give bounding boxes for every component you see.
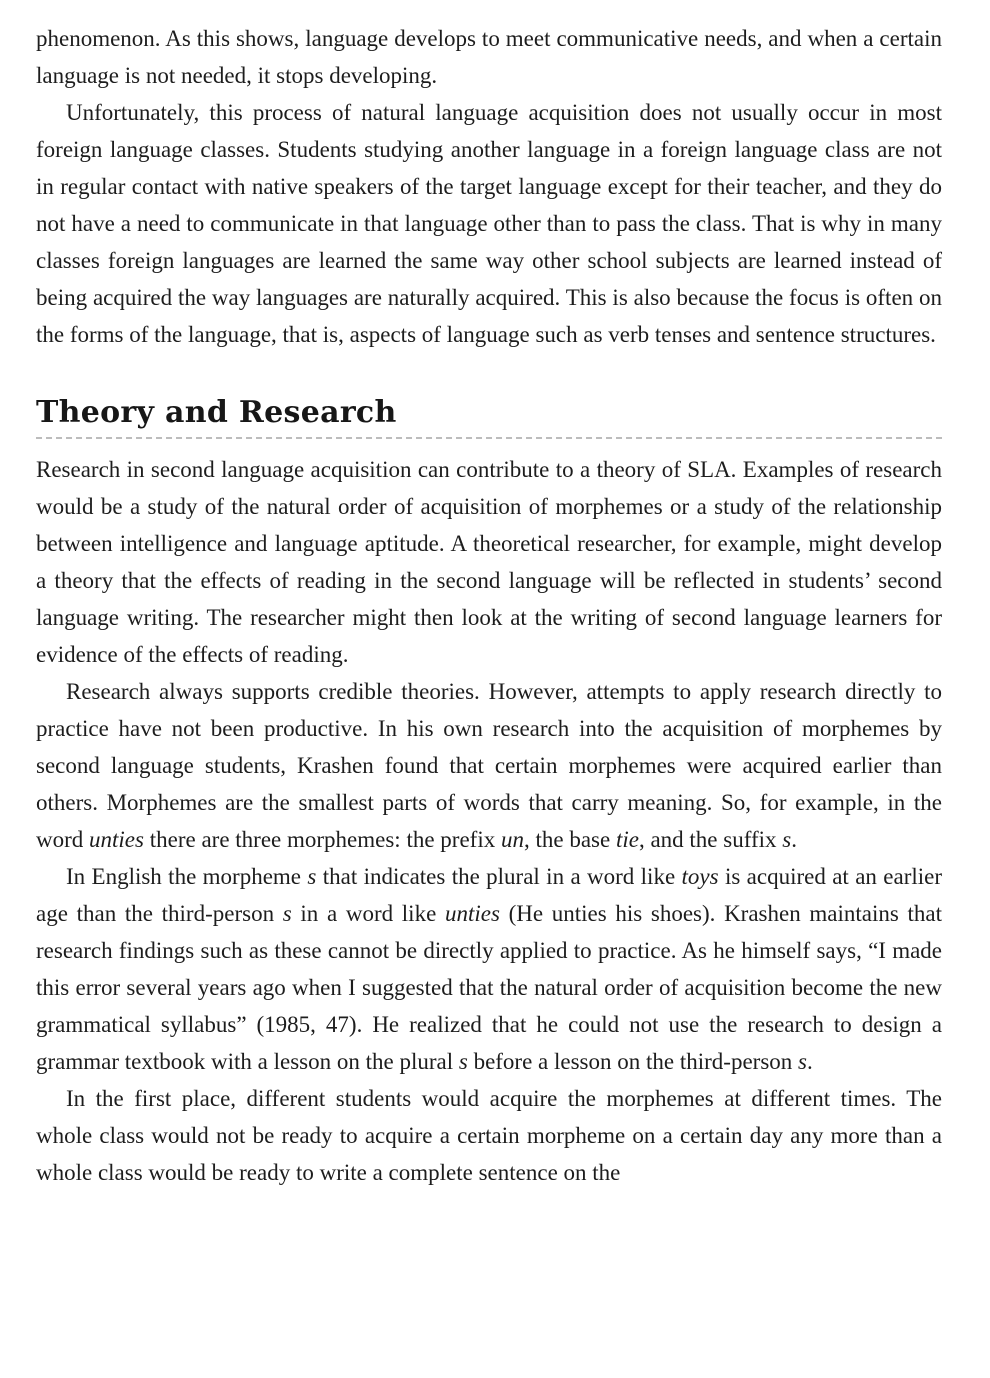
paragraph	[36, 94, 942, 353]
dashed-rule	[36, 437, 942, 439]
section-heading: Theory and Research	[36, 395, 397, 430]
text-run: that indicates the plural in a word like	[316, 864, 682, 889]
italic-text-run: toys	[681, 864, 719, 889]
paragraph	[36, 20, 942, 94]
paragraph	[36, 673, 942, 858]
paragraph	[36, 1080, 942, 1191]
italic-text-run: s	[798, 1049, 807, 1074]
paragraph	[36, 858, 942, 1080]
paragraph	[36, 451, 942, 673]
text-run: .	[806, 1049, 813, 1074]
italic-text-run: s	[282, 901, 292, 926]
text-run: Unfortunately, this process of natural language acquisition does not usually occur in most foreign language classes. Students studying another language in a foreign language class are not in regular contact with native speakers of the target language except for their teacher, and they do not have a need to communicate in that language other than to pass the class. That is why in many classes foreign languages are learned the same way other school subjects are learned instead of being acquired the way languages are naturally acquired. This is also because the focus is often on the forms of the language, that is, aspects of language such as verb tenses and sentence structures.	[36, 100, 942, 347]
italic-text-run: unties	[444, 901, 500, 926]
text-run: In the first place, different students would acquire the morphemes at different times. The whole class would not be ready to acquire a certain morpheme on a certain day any more than a whole class would be ready to write a complete sentence on the	[36, 1086, 942, 1185]
text-run: phenomenon. As this shows, language develops to meet communicative needs, and when a certain language is not needed, it stops developing.	[36, 26, 942, 88]
text-run: , and the suffix	[638, 827, 783, 852]
text-run: (He unties his shoes). Krashen maintains that research findings such as these cannot be directly applied to practice. As he himself says, “I made this error several years ago when I suggested that the natural order of acquisition become the new grammatical syllabus” (1985, 47). He realized that he could not use the research to design a grammar textbook with a lesson on the plural	[36, 901, 942, 1074]
text-run: before a lesson on the third-person	[467, 1049, 799, 1074]
text-run: , the base	[523, 827, 616, 852]
text-run: Research in second language acquisition can contribute to a theory of SLA. Examples of research would be a study of the natural order of acquisition of morphemes or a study of the relationship between intelligence and language aptitude. A theoretical researcher, for example, might develop a theory that the effects of reading in the second language will be reflected in students’ second language writing. The researcher might then look at the writing of second language learners for evidence of the effects of reading.	[36, 457, 942, 667]
italic-text-run: tie	[615, 827, 639, 852]
text-run: .	[791, 827, 797, 852]
text-run: In English the morpheme	[66, 864, 308, 889]
text-run: Research always supports credible theories. However, attempts to apply research directly to practice have not been productive. In his own research into the acquisition of morphemes by second language students, Krashen found that certain morphemes were acquired earlier than others. Morphemes are the smallest parts of words that carry meaning. So, for example, in the word	[36, 679, 942, 852]
italic-text-run: s	[307, 864, 317, 889]
text-run: in a word like	[291, 901, 445, 926]
page-content	[36, 20, 942, 1191]
italic-text-run: unties	[89, 827, 144, 852]
text-run: there are three morphemes: the prefix	[143, 827, 501, 852]
italic-text-run: s	[782, 827, 792, 852]
text-run: is acquired at an earlier age than the third-person	[36, 864, 942, 926]
italic-text-run: s	[458, 1049, 468, 1074]
italic-text-run: un	[500, 827, 524, 852]
